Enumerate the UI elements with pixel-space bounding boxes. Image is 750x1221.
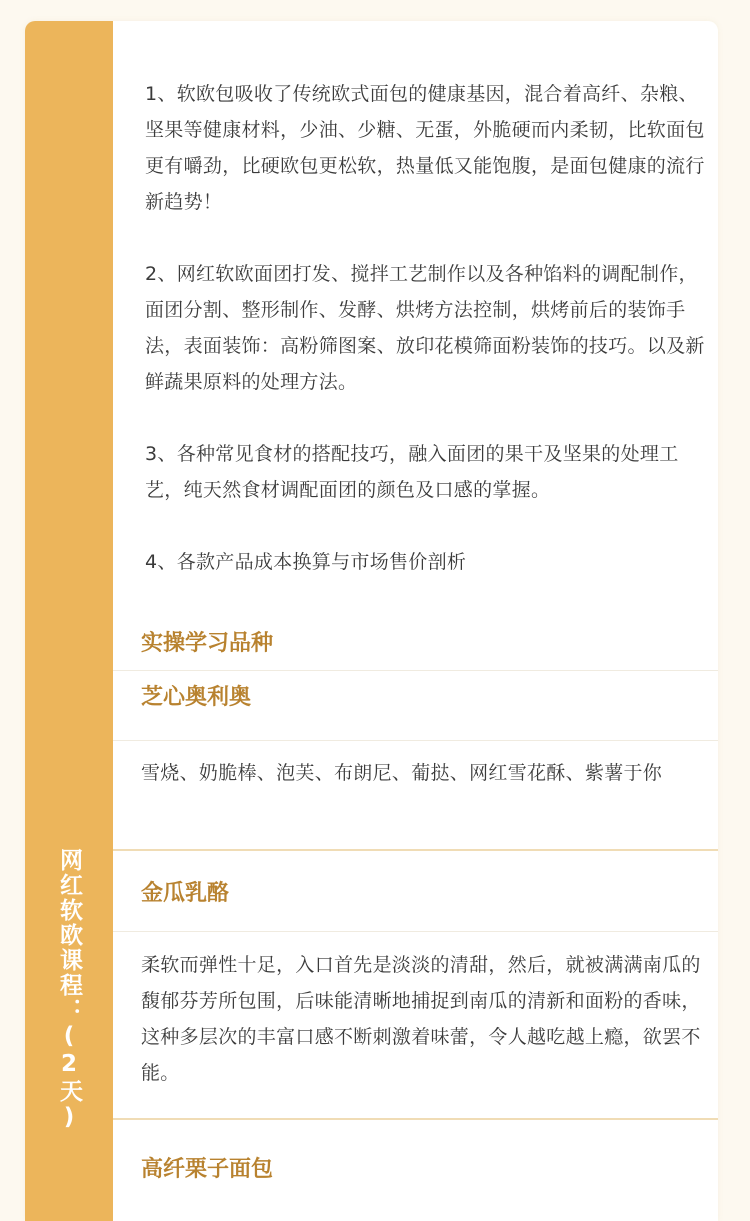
item-name: 芝心奥利奥 <box>141 685 252 710</box>
intro-point-4: 4、各款产品成本换算与市场售价剖析 <box>145 551 467 573</box>
item-description: 雪烧、奶脆棒、泡芙、布朗尼、葡挞、网红雪花酥、紫薯于你 <box>141 762 663 784</box>
divider <box>113 740 718 741</box>
divider <box>113 670 718 671</box>
section-divider <box>113 849 718 851</box>
course-sidebar <box>25 21 113 1221</box>
divider <box>113 931 718 932</box>
item-description: 柔软而弹性十足，入口首先是淡淡的清甜，然后，就被满满南瓜的馥郁芬芳所包围，后味能清晰地捕捉到南瓜的清新和面粉的香味，这种多层次的丰富口感不断刺激着味蕾，令人越吃越上瘾，欲罢不能。 <box>141 954 701 1084</box>
item-name: 金瓜乳酪 <box>141 881 230 906</box>
practice-heading: 实操学习品种 <box>141 631 274 656</box>
item-name: 高纤栗子面包 <box>141 1157 274 1182</box>
intro-point-3: 3、各种常见食材的搭配技巧，融入面团的果干及坚果的处理工艺，纯天然食材调配面团的颜色及口感的掌握。 <box>145 443 679 501</box>
section-divider <box>113 1118 718 1120</box>
course-title: 网红软欧课程：(2天) <box>56 848 82 1132</box>
intro-point-2: 2、网红软欧面团打发、搅拌工艺制作以及各种馅料的调配制作，面团分割、整形制作、发酵、烘烤方法控制，烘烤前后的装饰手法，表面装饰：高粉筛图案、放印花模筛面粉装饰的技巧。以及新鲜蔬果原料的处理方法。 <box>145 263 705 393</box>
intro-point-1: 1、软欧包吸收了传统欧式面包的健康基因，混合着高纤、杂粮、坚果等健康材料，少油、少糖、无蛋，外脆硬而内柔韧，比软面包更有嚼劲，比硬欧包更松软，热量低又能饱腹，是面包健康的流行新趋势！ <box>145 83 705 213</box>
course-card <box>25 21 718 1221</box>
